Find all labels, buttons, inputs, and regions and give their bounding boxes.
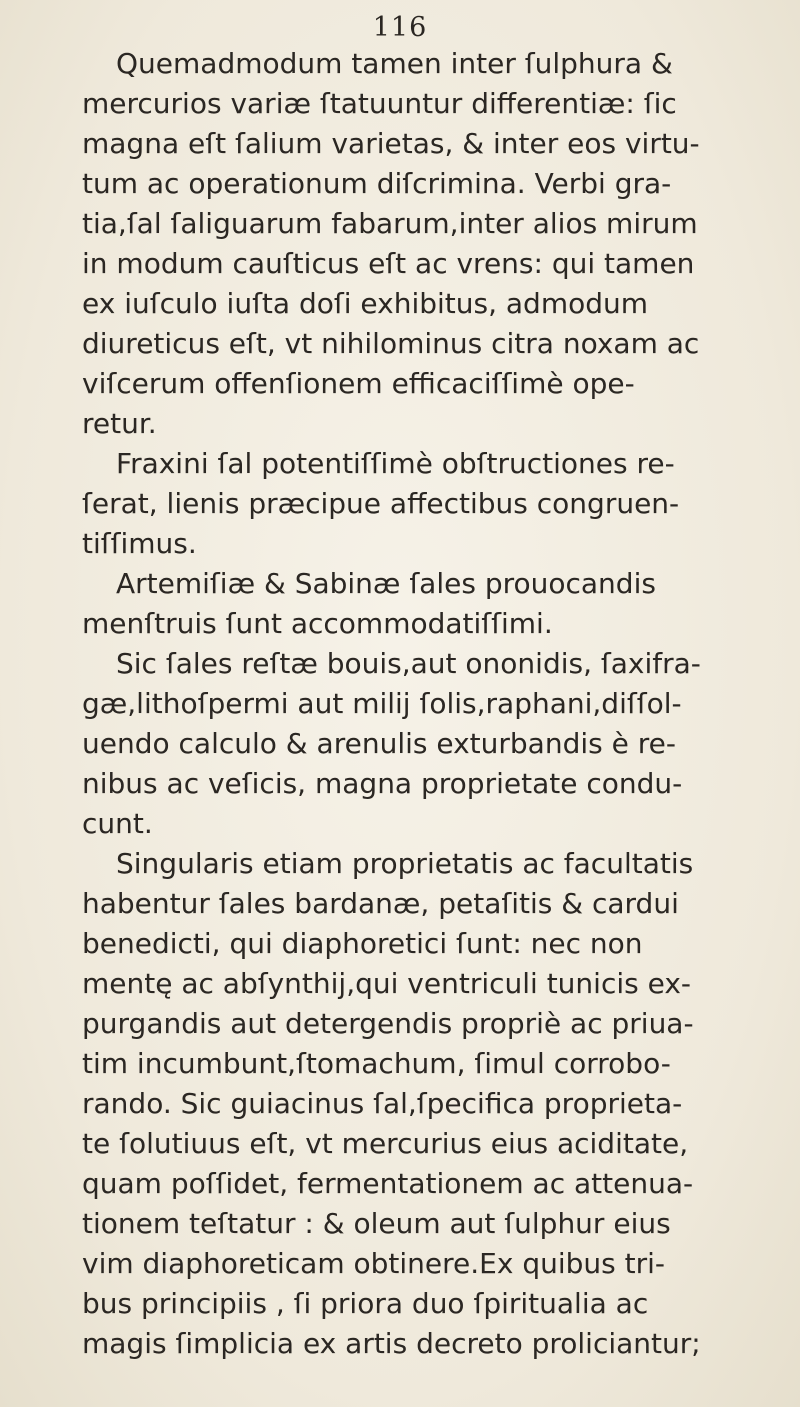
text-line: benedicti, qui diaphoretici ſunt: nec non [82, 927, 643, 960]
text-line: rando. Sic guiacinus ſal,ſpecifica proprieta- [82, 1087, 683, 1120]
text-line: tim incumbunt,ſtomachum, ſimul corrobo- [82, 1047, 671, 1080]
text-line: viſcerum offenſionem efficaciſſimè ope- [82, 367, 635, 400]
text-line: cunt. [82, 807, 153, 840]
text-line: in modum cauſticus eſt ac vrens: qui tamen [82, 247, 695, 280]
text-block [82, 44, 762, 1364]
text-line: Sic ſales reſtæ bouis,aut ononidis, ſaxifra- [116, 647, 701, 680]
text-line: gæ,lithoſpermi aut milij ſolis,raphani,diſſol- [82, 687, 682, 720]
page-number: 116 [372, 12, 428, 43]
text-line: magis ſimplicia ex artis decreto proliciantur; [82, 1327, 701, 1360]
text-line: tum ac operationum diſcrimina. Verbi gra- [82, 167, 672, 200]
text-line: uendo calculo & arenulis exturbandis è re- [82, 727, 676, 760]
text-line: habentur ſales bardanæ, petaſitis & cardui [82, 887, 679, 920]
text-line: menſtruis ſunt accommodatiſſimi. [82, 607, 553, 640]
text-line: te ſolutiuus eſt, vt mercurius eius aciditate, [82, 1127, 689, 1160]
text-line: tia,ſal ſaliguarum fabarum,inter alios mirum [82, 207, 698, 240]
text-line: bus principiis , ſi priora duo ſpiritualia ac [82, 1287, 649, 1320]
text-line: diureticus eſt, vt nihilominus citra noxam ac [82, 327, 700, 360]
text-line: tiſſimus. [82, 527, 197, 560]
text-line: retur. [82, 407, 157, 440]
text-line: Fraxini ſal potentiſſimè obſtructiones re- [116, 447, 675, 480]
text-line: mercurios variæ ſtatuuntur differentiæ: ſic [82, 87, 677, 120]
text-line: ſerat, lienis præcipue affectibus congruen- [82, 487, 680, 520]
text-line: Artemiſiæ & Sabinæ ſales prouocandis [116, 567, 656, 600]
text-line: vim diaphoreticam obtinere.Ex quibus tri- [82, 1247, 665, 1280]
text-line: Quemadmodum tamen inter ſulphura & [116, 47, 673, 80]
text-line: Singularis etiam proprietatis ac facultatis [116, 847, 694, 880]
text-line: ex iuſculo iuſta doſi exhibitus, admodum [82, 287, 649, 320]
text-line: tionem teſtatur : & oleum aut ſulphur eius [82, 1207, 671, 1240]
text-line: quam poſſidet, fermentationem ac attenua- [82, 1167, 694, 1200]
text-line: nibus ac veſicis, magna proprietate condu- [82, 767, 683, 800]
text-line: magna eſt ſalium varietas, & inter eos virtu- [82, 127, 700, 160]
text-line: mentę ac abſynthij,qui ventriculi tunicis ex- [82, 967, 692, 1000]
text-line: purgandis aut detergendis propriè ac priua- [82, 1007, 694, 1040]
